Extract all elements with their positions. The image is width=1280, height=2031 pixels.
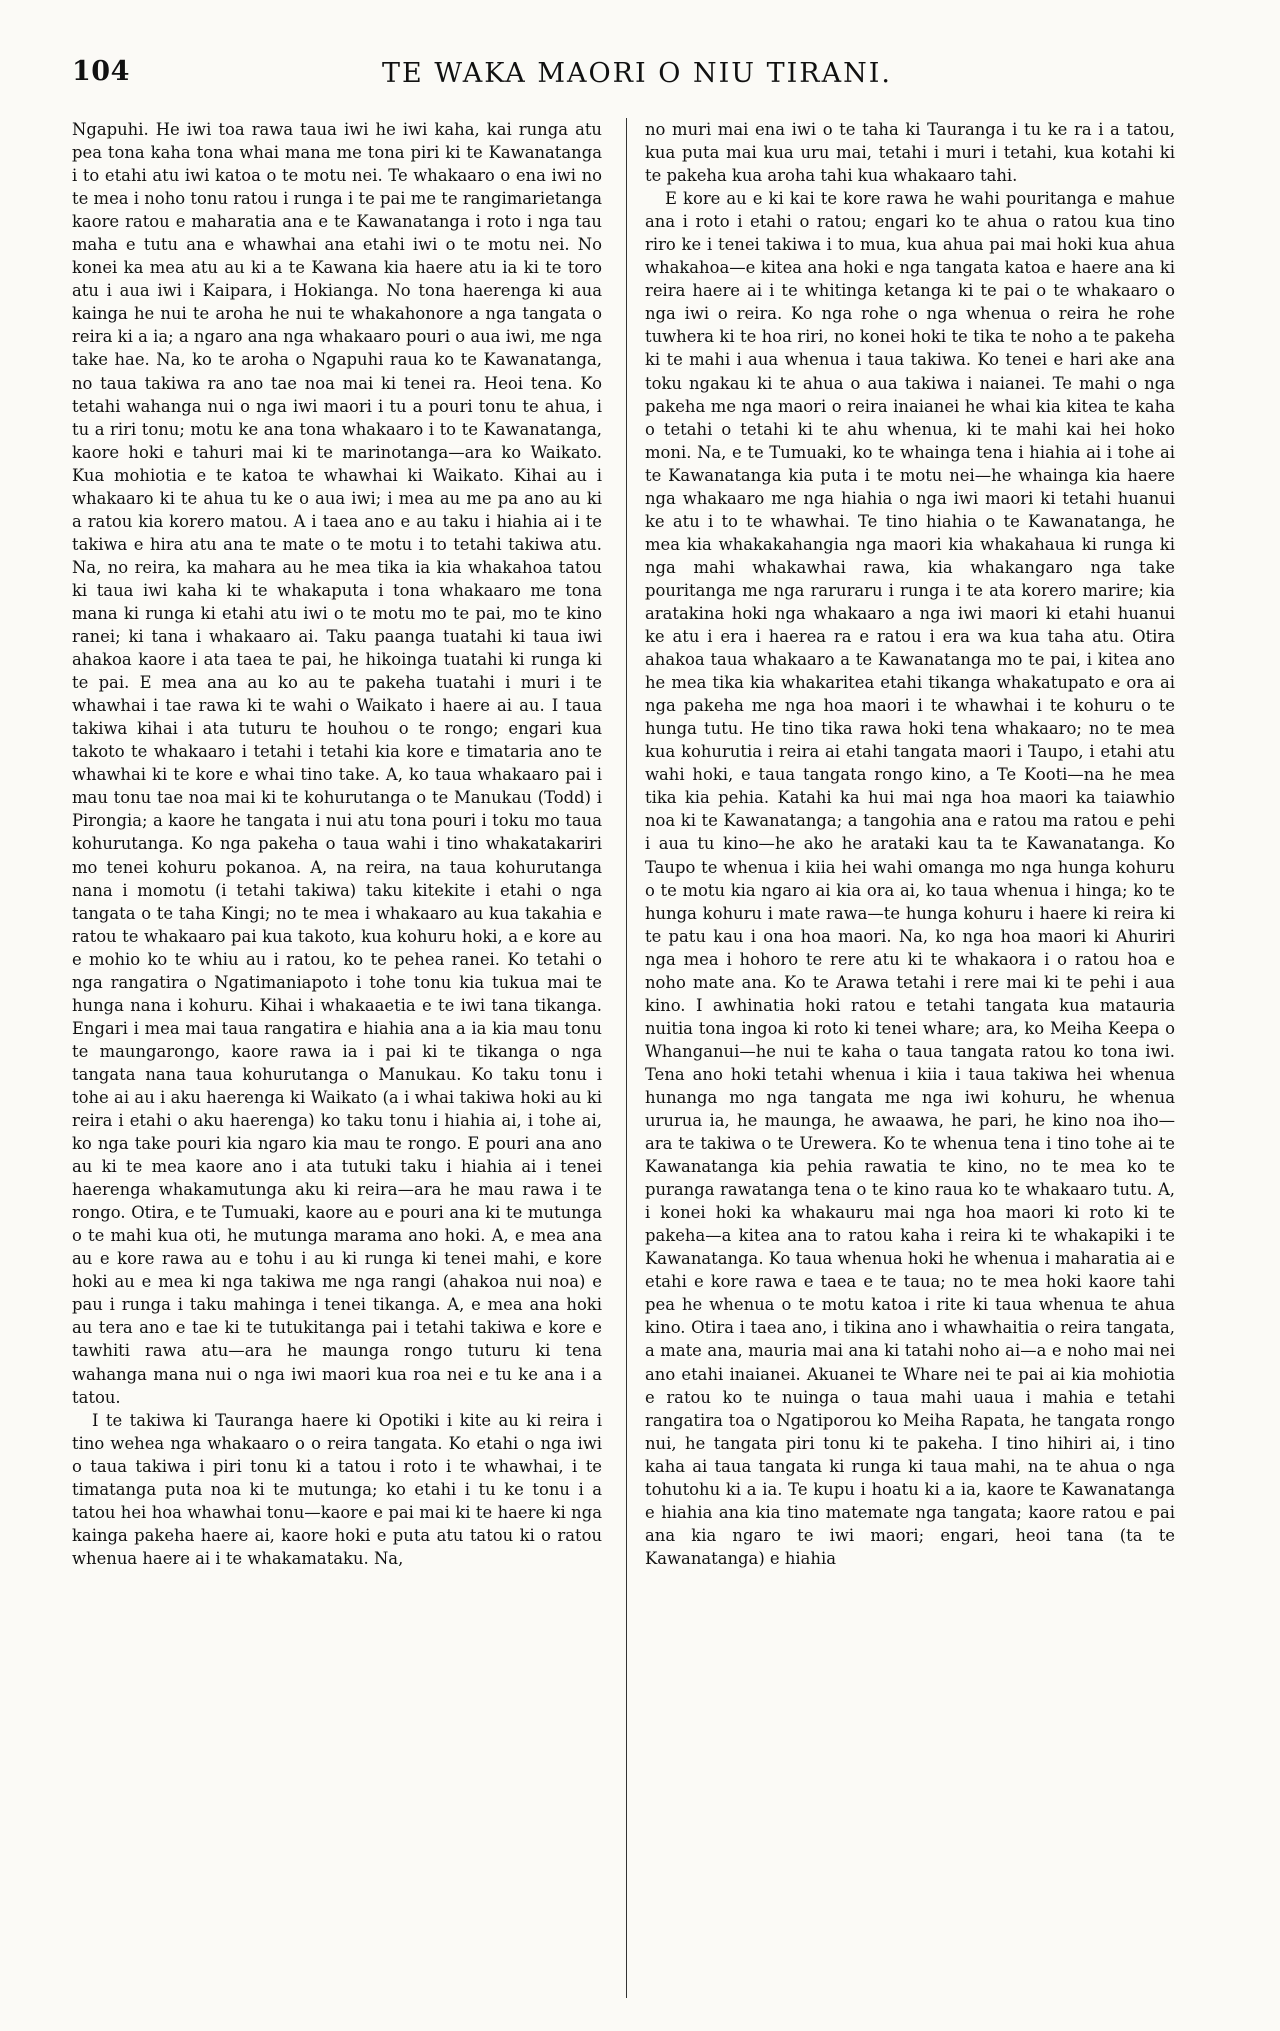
column-divider	[626, 118, 627, 1998]
paragraph: E kore au e ki kai te kore rawa he wahi pouritanga e mahue ana i roto i etahi o ratou; engari ko te ahua o ratou kua tino riro ke i tenei takiwa i to mua, kua ahua pai mai hoki kua ahua whakahoa—e kitea ana hoki e nga tangata katoa e haere ana ki reira haere ai i te whitinga ketanga ki te pai o te whakaaro o nga iwi o reira. Ko nga rohe o nga whenua o reira he rohe tuwhera ki te hoa riri, no konei hoki te tika te noho a te pakeha ki te mahi i aua whenua i taua takiwa. Ko tenei e hari ake ana toku ngakau ki te ahua o aua takiwa i naianei. Te mahi o nga pakeha me nga maori o reira inaianei he whai kia kitea te kaha o tetahi o tetahi ki te ahu whenua, ki te mahi kai hei hoko moni. Na, e te Tumuaki, ko te whainga tena i hiahia ai i tohe ai te Kawanatanga kia puta i te motu nei—he whainga kia haere nga whakaaro me nga hiahia o nga iwi maori ki tetahi huanui ke atu i to te whawhai. Te tino hiahia o te Kawanatanga, he mea kia whakakahangia nga maori kia whakahaua ki runga ki nga mahi whakawhai rawa, kia whakangaro nga take pouritanga me nga raruraru i runga i te ata korero marire; kia aratakina hoki nga whakaaro a nga iwi maori ki etahi huanui ke atu i era i haerea ra e ratou i era wa kua taha atu. Otira ahakoa taua whakaaro a te Kawanatanga mo te pai, i kitea ano he mea tika kia whakaritea etahi tikanga whakatupato e ora ai nga pakeha me nga hoa maori i te whawhai i te kohuru o te hunga tutu. He tino tika rawa hoki tena whakaaro; no te mea kua kohurutia i reira ai etahi tangata maori i Taupo, i etahi atu wahi hoki, e taua tangata rongo kino, a Te Kooti—na he mea tika kia pehia. Katahi ka hui mai nga hoa maori ka taiawhio noa ki te Kawanatanga; a tangohia ana e ratou ma ratou e pehi i aua tu kino—he ako he arataki kau ta te Kawanatanga. Ko Taupo te whenua i kiia hei wahi omanga mo nga hunga kohuru o te motu kia ngaro ai kia ora ai, ko taua whenua i hinga; ko te hunga kohuru i mate rawa—te hunga kohuru i haere ki reira ki te patu kau i ona hoa maori. Na, ko nga hoa maori ki Ahuriri nga mea i hohoro te rere atu ki te whakaora i o ratou hoa e noho mate ana. Ko te Arawa tetahi i rere mai ki te pehi i aua kino. I awhinatia hoki ratou e tetahi tangata kua matauria nuitia tona ingoa ki roto ki tenei whare; ara, ko Meiha Keepa o Whanganui—he nui te kaha o taua tangata ratou ko tona iwi. Tena ano hoki tetahi whenua i kiia i taua takiwa hei whenua hunanga mo nga tangata me nga iwi kohuru, he whenua ururua ia, he maunga, he awaawa, he pari, he kino noa iho—ara te takiwa o te Urewera. Ko te whenua tena i tino tohe ai te Kawanatanga kia pehia rawatia te kino, no te mea ko te puranga rawatanga tena o te kino raua ko te whakaaro tutu. A, i konei hoki ka whakauru mai nga hoa maori ki roto ki te pakeha—a kitea ana to ratou kaha i reira ki te whakapiki i te Kawanatanga. Ko taua whenua hoki he whenua i maharatia ai e etahi e kore rawa e taea e te taua; no te mea hoki kaore tahi pea he whenua o te motu katoa i rite ki taua whenua te ahua kino. Otira i taea ano, i tikina ano i whawhaitia o reira tangata, a mate ana, mauria mai ana ki tatahi noho ai—a e noho mai nei ano etahi inaianei. Akuanei te Whare nei te pai ai kia mohiotia e ratou ko te nuinga o taua mahi uaua i mahia e tetahi rangatira toa o Ngatiporou ko Meiha Rapata, he tangata rongo nui, he tangata piri tonu ki te pakeha. I tino hihiri ai, i tino kaha ai taua tangata ki runga ki taua mahi, na te ahua o nga tohutohu ki a ia. Te kupu i hoatu ki a ia, kaore te Kawanatanga e hiahia ana kia tino matemate nga tangata; kaore ratou e pai ana kia ngaro te iwi maori; engari, heoi tana (ta te Kawanatanga) e hiahia	[645, 189, 1175, 1568]
paragraph: Ngapuhi. He iwi toa rawa taua iwi he iwi kaha, kai runga atu pea tona kaha tona whai mana me tona piri ki te Kawanatanga i to etahi atu iwi katoa o te motu nei. Te whakaaro o ena iwi no te mea i noho tonu ratou i runga i te pai me te rangimarietanga kaore ratou e maharatia ana e te Kawanatanga i roto i nga tau maha e tutu ana e whawhai ana etahi iwi o te motu nei. No konei ka mea atu au ki a te Kawana kia haere atu ia ki te toro atu i aua iwi i Kaipara, i Hokianga. No tona haerenga ki aua kainga he nui te aroha he nui te whakahonore a nga tangata o reira ki a ia; a ngaro ana nga whakaaro pouri o aua iwi, me nga take hae. Na, ko te aroha o Ngapuhi raua ko te Kawanatanga, no taua takiwa ra ano tae noa mai ki tenei ra. Heoi tena. Ko tetahi wahanga nui o nga iwi maori i tu a pouri tonu te ahua, i tu a riri tonu; motu ke ana tona whakaaro i to te Kawanatanga, kaore hoki e tahuri mai ki te marinotanga—ara ko Waikato. Kua mohiotia e te katoa te whawhai ki Waikato. Kihai au i whakaaro ki te ahua tu ke o aua iwi; i mea au me pa ano au ki a ratou kia korero matou. A i taea ano e au taku i hiahia ai i te takiwa e hira atu ana te mate o te motu i to tetahi takiwa atu. Na, no reira, ka mahara au he mea tika ia kia whakahoa tatou ki taua iwi kaha ki te whakaputa i tona whakaaro me tona mana ki runga ki etahi atu iwi o te motu mo te pai, mo te kino ranei; ki tana i whakaaro ai. Taku paanga tuatahi ki taua iwi ahakoa kaore i ata taea te pai, he hikoinga tuatahi ki runga ki te pai. E mea ana au ko au te pakeha tuatahi i muri i te whawhai i tae rawa ki te wahi o Waikato i haere ai au. I taua takiwa kihai i ata tuturu te houhou o te rongo; engari kua takoto te whakaaro i tetahi i tetahi kia kore e timataria ano te whawhai ki te kore e whai tino take. A, ko taua whakaaro pai i mau tonu tae noa mai ki te kohurutanga o te Manukau (Todd) i Pirongia; a kaore he tangata i nui atu tona pouri i toku mo taua kohurutanga. Ko nga pakeha o taua wahi i tino whakatakariri mo tenei kohuru pokanoa. A, na reira, na taua kohurutanga nana i momotu (i tetahi takiwa) taku kitekite i etahi o nga tangata o te taha Kingi; no te mea i whakaaro au kua takahia e ratou te whakaaro pai kua takoto, kua kohuru hoki, a e kore au e mohio ko te whiu au i ratou, ko te pehea ranei. Ko tetahi o nga rangatira o Ngatimaniapoto i tohe tonu kia tukua mai te hunga nana i kohuru. Kihai i whakaaetia e te iwi tana tikanga. Engari i mea mai taua rangatira e hiahia ana a ia kia mau tonu te maungarongo, kaore rawa ia i pai ki te tikanga o nga tangata nana taua kohurutanga o Manukau. Ko taku tonu i tohe ai au i aku haerenga ki Waikato (a i whai takiwa hoki au ki reira i etahi o aku haerenga) ko taku tonu i hiahia ai, i tohe ai, ko nga take pouri kia ngaro kia mau te rongo. E pouri ana ano au ki te mea kaore ano i ata tutuki taku i hiahia ai i tenei haerenga whakamutunga aku ki reira—ara he mau rawa i te rongo. Otira, e te Tumuaki, kaore au e pouri ana ki te mutunga o te mahi kua oti, he mutunga marama ano hoki. A, e mea ana au e kore rawa au e tohu i au ki runga ki tenei mahi, e kore hoki au e mea ki nga takiwa me nga rangi (ahakoa nui noa) e pau i runga i taku mahinga i tenei tikanga. A, e mea ana hoki au tera ano e tae ki te tutukitanga pai i tetahi takiwa e kore e tawhiti rawa atu—ara he maunga rongo tuturu ki tena wahanga mana nui o nga iwi maori kua roa nei e tu ke ana i a tatou.	[72, 120, 602, 1407]
right-column	[645, 118, 1175, 1570]
page-header	[72, 56, 1202, 100]
paragraph: I te takiwa ki Tauranga haere ki Opotiki i kite au ki reira i tino wehea nga whakaaro o o reira tangata. Ko etahi o nga iwi o taua takiwa i piri tonu ki a tatou i roto i te whawhai, i te timatanga puta noa ki te mutunga; ko etahi i tu ke tonu i a tatou hei hoa whawhai tonu—kaore e pai mai ki te haere ki nga kainga pakeha haere ai, kaore hoki e puta atu tatou ki o ratou whenua haere ai i te whakamataku. Na,	[72, 1410, 602, 1568]
left-column	[72, 118, 602, 1570]
running-title: TE WAKA MAORI O NIU TIRANI.	[382, 58, 892, 89]
page-number: 104	[72, 56, 130, 87]
paragraph: no muri mai ena iwi o te taha ki Tauranga i tu ke ra i a tatou, kua puta mai kua uru mai, tetahi i muri i tetahi, kua kotahi ki te pakeha kua aroha tahi kua whakaaro tahi.	[645, 120, 1175, 186]
